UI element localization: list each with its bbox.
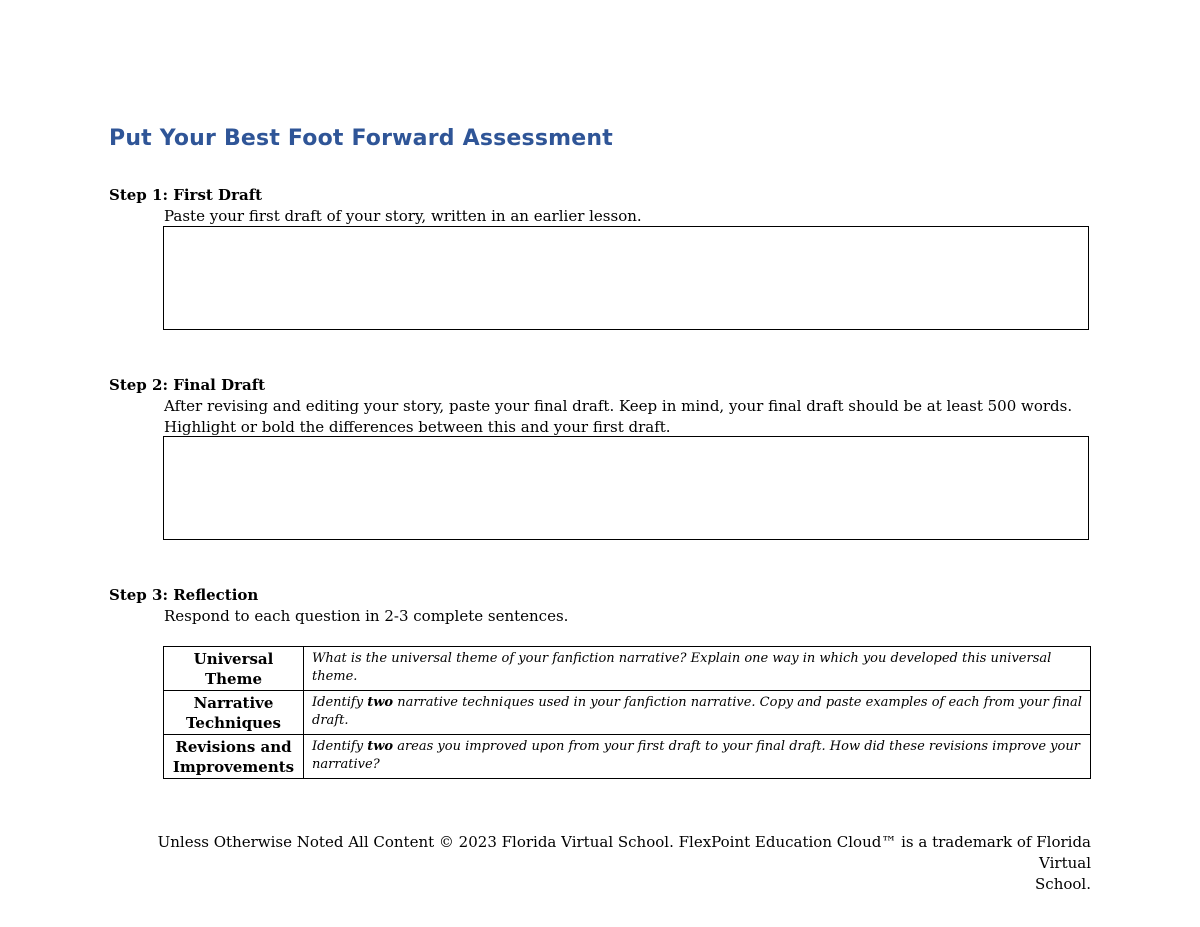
row-category bbox=[164, 735, 304, 779]
step1-instruction: Paste your first draft of your story, written in an earlier lesson. bbox=[164, 207, 642, 225]
question-text: What is the universal theme of your fanfiction narrative? Explain one way in which you developed this universal theme. bbox=[312, 651, 1052, 684]
table-row bbox=[164, 735, 1091, 779]
question-emphasis: two bbox=[367, 695, 394, 710]
row-category bbox=[164, 691, 304, 735]
category-line: Narrative bbox=[193, 694, 274, 712]
step2-instruction-line2: Highlight or bold the differences between this and your first draft. bbox=[164, 418, 671, 436]
category-line: Techniques bbox=[185, 714, 281, 732]
step2-instruction-line1: After revising and editing your story, paste your final draft. Keep in mind, your final draft should be at least 500 words. bbox=[164, 397, 1073, 415]
page-title: Put Your Best Foot Forward Assessment bbox=[109, 126, 613, 151]
step3-instruction: Respond to each question in 2-3 complete sentences. bbox=[164, 607, 569, 625]
final-draft-answer-box[interactable] bbox=[163, 436, 1089, 540]
category-line: Revisions and bbox=[175, 738, 292, 756]
category-line: Universal bbox=[193, 650, 274, 668]
copyright-footer bbox=[109, 832, 1091, 895]
footer-line2: School. bbox=[1035, 875, 1091, 893]
step2-instruction bbox=[164, 396, 1072, 438]
row-category bbox=[164, 647, 304, 691]
step2-heading: Step 2: Final Draft bbox=[109, 376, 266, 394]
reflection-table bbox=[163, 646, 1091, 779]
question-text: Identify bbox=[312, 739, 368, 754]
category-line: Theme bbox=[204, 670, 263, 688]
row-question[interactable] bbox=[304, 735, 1091, 779]
row-question[interactable] bbox=[304, 691, 1091, 735]
question-text: Identify bbox=[312, 695, 368, 710]
footer-line1: Unless Otherwise Noted All Content © 2023 Florida Virtual School. FlexPoint Education Cloud™ is a trademark of Florida Virtual bbox=[157, 833, 1091, 872]
step3-heading: Step 3: Reflection bbox=[109, 586, 259, 604]
step1-heading: Step 1: First Draft bbox=[109, 186, 263, 204]
table-row bbox=[164, 647, 1091, 691]
question-text: narrative techniques used in your fanfiction narrative. Copy and paste examples of each from your final draft. bbox=[312, 695, 1082, 728]
category-line: Improvements bbox=[172, 758, 295, 776]
question-emphasis: two bbox=[367, 739, 394, 754]
table-row bbox=[164, 691, 1091, 735]
row-question[interactable] bbox=[304, 647, 1091, 691]
first-draft-answer-box[interactable] bbox=[163, 226, 1089, 330]
question-text: areas you improved upon from your first draft to your final draft. How did these revisions improve your narrative? bbox=[312, 739, 1080, 772]
